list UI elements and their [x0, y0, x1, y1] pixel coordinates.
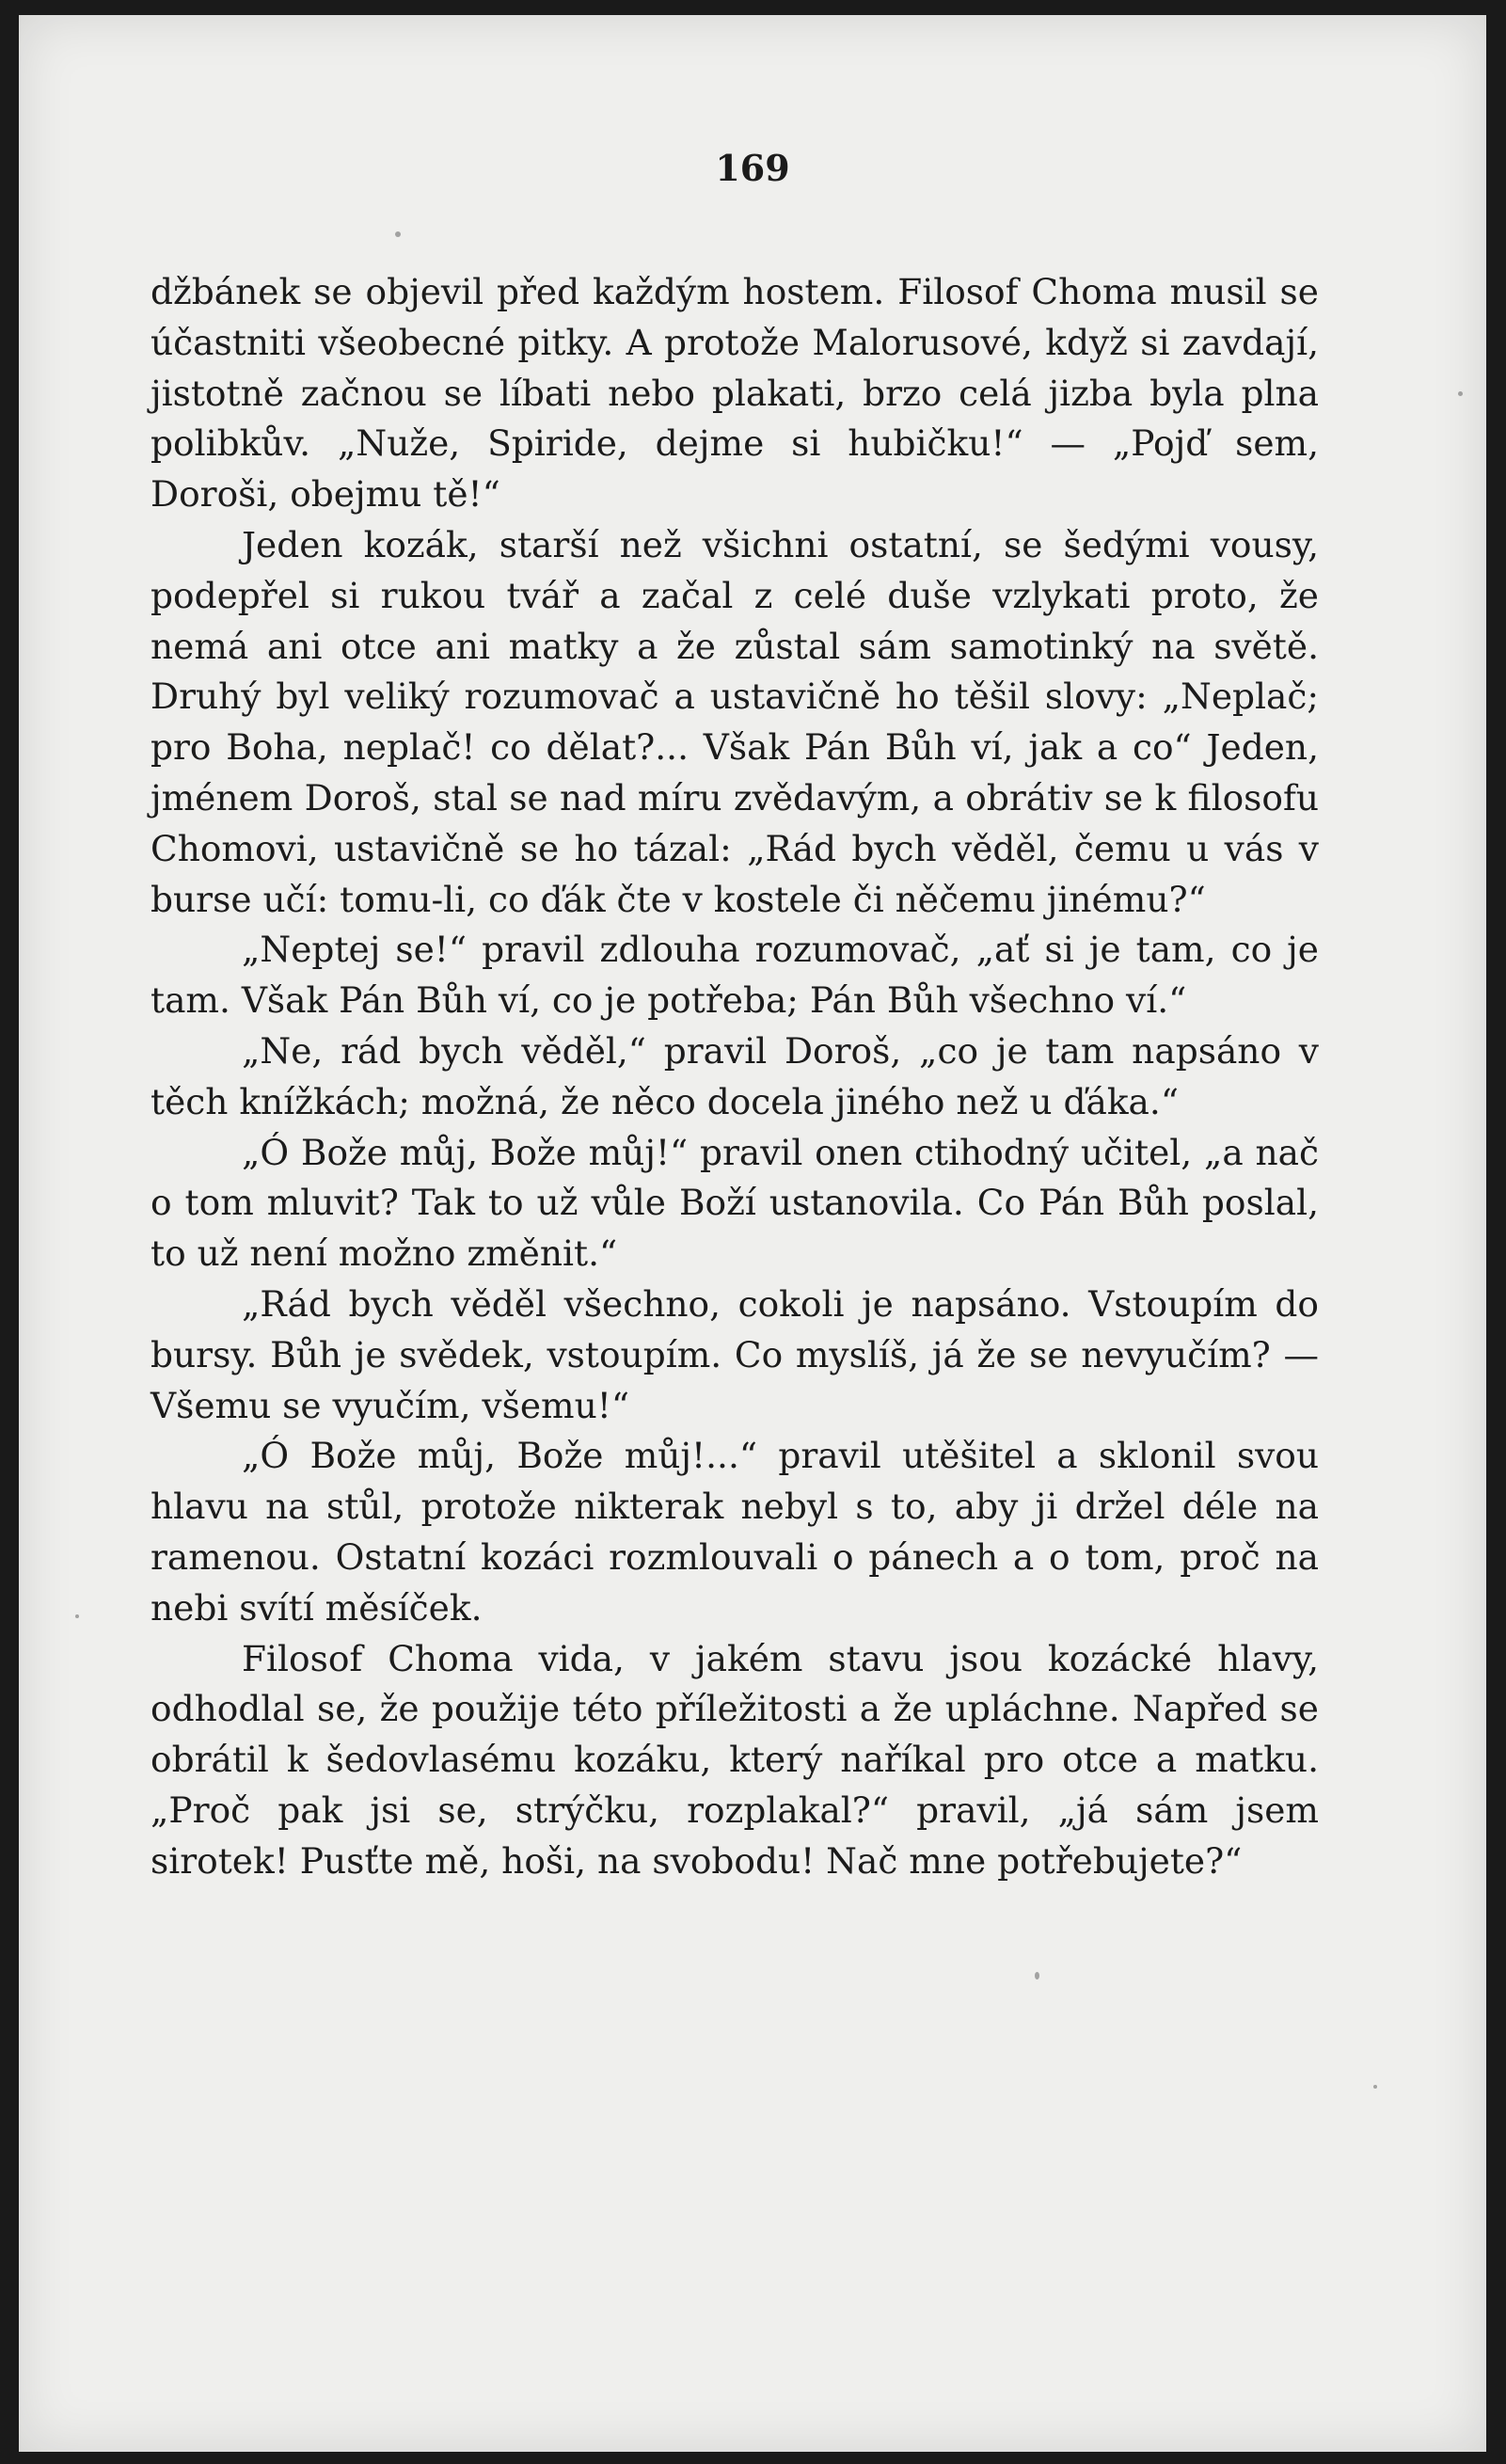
paper-speck [1035, 1972, 1039, 1979]
book-page [19, 15, 1486, 2452]
paragraph: „Ne, rád bych věděl,“ pravil Doroš, „co je tam napsáno v těch knížkách; možná, že něco docela jiného než u ďáka.“ [151, 1029, 1319, 1122]
paragraph: „Ó Bože můj, Bože můj!“ pravil onen ctihodný učitel, „a nač o tom mluvit? Tak to už vůle Boží ustanovila. Co Pán Bůh poslal, to už není možno změnit.“ [151, 1131, 1319, 1275]
page-number: 169 [715, 147, 790, 189]
paper-speck [1458, 391, 1463, 396]
paragraph: Filosof Choma vida, v jakém stavu jsou kozácké hlavy, odhodlal se, že použije této příležitosti a že upláchne. Napřed se obrátil k šedovlasému kozáku, který naříkal pro otce a matku. „Proč pak jsi se, strýčku, rozplakal?“ pravil, „já sám jsem sirotek! Pusťte mě, hoši, na svobodu! Nač mne potřebujete?“ [151, 1637, 1319, 1882]
paragraph: „Rád bych věděl všechno, cokoli je napsáno. Vstoupím do bursy. Bůh je svědek, vstoupím. Co myslíš, já že se nevyučím? — Všemu se vyučím, všemu!“ [151, 1282, 1319, 1426]
paragraph: Jeden kozák, starší než všichni ostatní, se šedými vousy, podepřel si rukou tvář a začal z celé duše vzlykati proto, že nemá ani otce ani matky a že zůstal sám samotinký na světě. Druhý byl veliký rozumovač a ustavičně ho těšil slovy: „Neplač; pro Boha, neplač! co dělat?... Však Pán Bůh ví, jak a co“ Jeden, jménem Doroš, stal se nad míru zvědavým, a obrátiv se k filosofu Chomovi, ustavičně se ho tázal: „Rád bych věděl, čemu u vás v burse učí: tomu-li, co ďák čte v kostele či něčemu jinému?“ [151, 523, 1319, 920]
paper-speck [395, 231, 401, 237]
paper-speck [75, 1614, 79, 1618]
paragraph: „Ó Bože můj, Bože můj!...“ pravil utěšitel a sklonil svou hlavu na stůl, protože nikterak nebyl s to, aby ji držel déle na ramenou. Ostatní kozáci rozmlouvali o pánech a o tom, proč na nebi svítí měsíček. [151, 1435, 1319, 1629]
page-body-text [151, 267, 1319, 1887]
paragraph-continued: džbánek se objevil před každým hostem. Filosof Choma musil se účastniti všeobecné pitky. A protože Malorusové, když si zavdají, jistotně začnou se líbati nebo plakati, brzo celá jizba byla plna polibkův. „Nuže, Spiride, dejme si hubičku!“ — „Pojď sem, Doroši, obejmu tě!“ [151, 271, 1319, 516]
paragraph: „Neptej se!“ pravil zdlouha rozumovač, „ať si je tam, co je tam. Však Pán Bůh ví, co je potřeba; Pán Bůh všechno ví.“ [151, 929, 1319, 1022]
paper-speck [1373, 2085, 1377, 2089]
